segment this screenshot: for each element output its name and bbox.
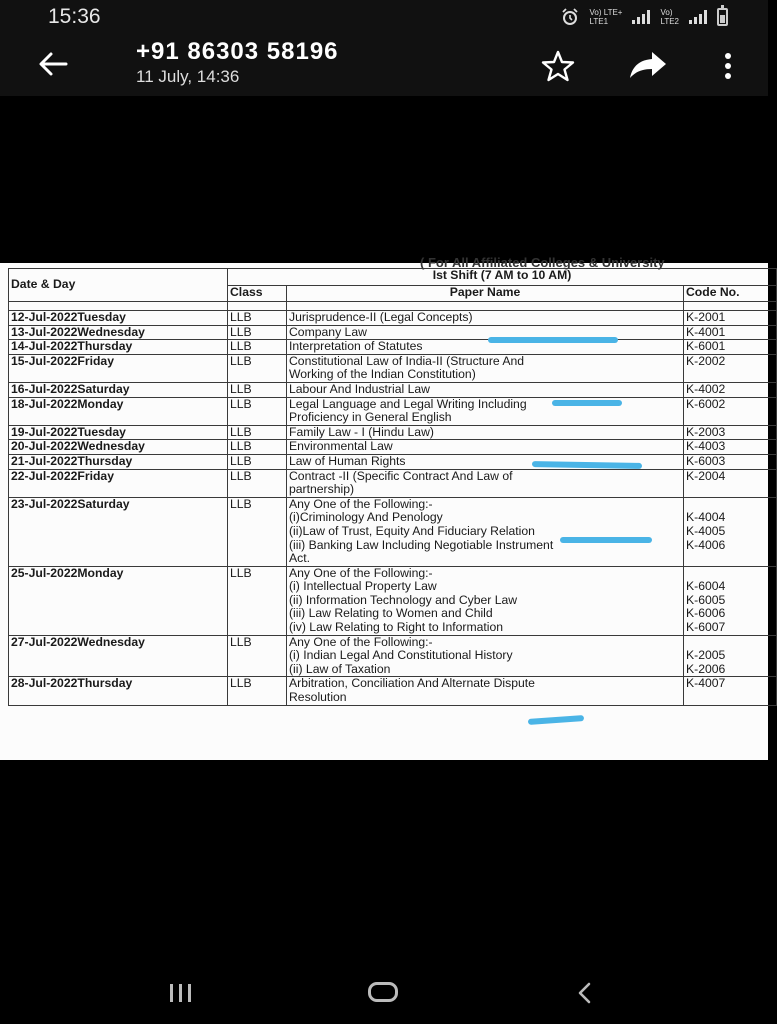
table-row	[9, 425, 777, 440]
table-row	[9, 397, 777, 425]
more-options-icon[interactable]	[716, 48, 740, 84]
code-line	[686, 498, 774, 512]
row-code	[684, 397, 777, 425]
row-class: LLB	[228, 354, 287, 382]
row-code	[684, 425, 777, 440]
paper-line: (ii) Law of Taxation	[289, 661, 391, 676]
paper-line: (ii)Law of Trust, Equity And Fiduciary Relation	[289, 523, 535, 538]
timetable	[8, 268, 777, 706]
code-line: K-2002	[686, 353, 726, 368]
row-date: 15-Jul-2022Friday	[9, 354, 228, 382]
row-class: LLB	[228, 397, 287, 425]
sim1-top: Vo) LTE+	[589, 8, 623, 17]
row-paper	[287, 325, 684, 340]
row-date: 23-Jul-2022Saturday	[9, 497, 228, 566]
row-paper	[287, 469, 684, 497]
paper-line: Constitutional Law of India-II (Structure And	[289, 353, 525, 368]
table-row	[9, 677, 777, 705]
table-row	[9, 497, 777, 566]
row-paper	[287, 635, 684, 677]
row-class: LLB	[228, 677, 287, 705]
row-class: LLB	[228, 635, 287, 677]
signal-icon-sim2	[689, 10, 707, 24]
code-line: K-4005	[686, 523, 726, 538]
sim2-label	[660, 8, 679, 26]
row-code	[684, 454, 777, 469]
paper-line: (ii) Information Technology and Cyber Law	[289, 592, 518, 607]
row-date: 25-Jul-2022Monday	[9, 566, 228, 635]
paper-line: (i) Indian Legal And Constitutional History	[289, 648, 513, 663]
row-date: 27-Jul-2022Wednesday	[9, 635, 228, 677]
highlight-mark	[560, 537, 652, 543]
header-class: Class	[228, 285, 287, 302]
sim2-bottom: LTE2	[660, 17, 679, 26]
table-row	[9, 325, 777, 340]
forward-icon[interactable]	[628, 50, 668, 80]
paper-line: Family Law - I (Hindu Law)	[289, 424, 434, 439]
back-arrow-icon[interactable]	[34, 48, 72, 80]
paper-line: (iv) Law Relating to Right to Information	[289, 620, 504, 635]
row-class: LLB	[228, 440, 287, 455]
row-code	[684, 497, 777, 566]
code-line	[686, 567, 774, 581]
row-paper	[287, 425, 684, 440]
timetable-image[interactable]	[0, 255, 768, 760]
paper-line: Act.	[289, 551, 310, 566]
paper-line: Proficiency in General English	[289, 410, 452, 425]
table-row	[9, 454, 777, 469]
row-paper	[287, 354, 684, 382]
highlight-mark	[488, 337, 618, 343]
status-bar	[0, 0, 768, 34]
row-code	[684, 354, 777, 382]
paper-line: Labour And Industrial Law	[289, 381, 430, 396]
paper-line: Contract -II (Specific Contract And Law of	[289, 468, 513, 483]
code-line: K-2001	[686, 310, 726, 324]
paper-line: (iii) Law Relating to Women and Child	[289, 606, 493, 621]
code-line: K-2006	[686, 661, 726, 676]
header-code: Code No.	[684, 285, 777, 302]
paper-line: (i)Criminology And Penology	[289, 510, 443, 525]
paper-line: Law of Human Rights	[289, 453, 406, 468]
cut-off-header: ( For All Affiliated Colleges & University	[420, 255, 665, 270]
row-code	[684, 566, 777, 635]
paper-line: Any One of the Following:-	[289, 634, 433, 649]
row-paper	[287, 440, 684, 455]
paper-line: Any One of the Following:-	[289, 565, 433, 580]
row-date: 19-Jul-2022Tuesday	[9, 425, 228, 440]
paper-line: Any One of the Following:-	[289, 496, 433, 511]
highlight-mark	[552, 400, 622, 406]
table-row	[9, 311, 777, 326]
code-line: K-2004	[686, 468, 726, 483]
code-line: K-2003	[686, 424, 726, 439]
row-date: 18-Jul-2022Monday	[9, 397, 228, 425]
paper-line: Legal Language and Legal Writing Including	[289, 396, 527, 411]
sim1-bottom: LTE1	[589, 17, 609, 26]
row-date: 13-Jul-2022Wednesday	[9, 325, 228, 340]
row-date: 28-Jul-2022Thursday	[9, 677, 228, 705]
status-time: 15:36	[48, 5, 101, 28]
table-row	[9, 354, 777, 382]
table-row	[9, 566, 777, 635]
app-bar	[0, 34, 768, 96]
row-date: 16-Jul-2022Saturday	[9, 382, 228, 397]
code-line: K-2005	[686, 648, 726, 663]
sim2-top: Vo)	[660, 8, 673, 17]
row-paper	[287, 497, 684, 566]
row-date: 14-Jul-2022Thursday	[9, 340, 228, 355]
code-line	[686, 636, 774, 650]
row-class: LLB	[228, 566, 287, 635]
row-paper	[287, 397, 684, 425]
paper-line: Environmental Law	[289, 439, 393, 454]
code-line: K-6001	[686, 339, 726, 354]
signal-icon-sim1	[632, 10, 650, 24]
row-date: 20-Jul-2022Wednesday	[9, 440, 228, 455]
table-row	[9, 440, 777, 455]
paper-line: Company Law	[289, 324, 367, 339]
nav-back-icon[interactable]	[574, 982, 596, 1004]
row-date: 12-Jul-2022Tuesday	[9, 311, 228, 326]
paper-line: Arbitration, Conciliation And Alternate Dispute	[289, 676, 535, 691]
header-shift: Ist Shift (7 AM to 10 AM)	[228, 269, 777, 286]
paper-line: (i) Intellectual Property Law	[289, 579, 437, 594]
code-line: K-4003	[686, 439, 726, 454]
table-row	[9, 340, 777, 355]
row-paper	[287, 340, 684, 355]
paper-line: Working of the Indian Constitution)	[289, 367, 476, 382]
navigation-bar	[0, 960, 768, 1024]
row-code	[684, 440, 777, 455]
table-row	[9, 469, 777, 497]
code-line: K-4006	[686, 537, 726, 552]
code-line: K-6003	[686, 453, 726, 468]
row-date: 21-Jul-2022Thursday	[9, 454, 228, 469]
code-line: K-4002	[686, 381, 726, 396]
row-code	[684, 677, 777, 705]
code-line: K-6002	[686, 396, 726, 411]
recent-apps-icon[interactable]	[170, 984, 200, 1004]
code-line: K-6004	[686, 579, 726, 594]
row-paper	[287, 566, 684, 635]
code-line: K-4004	[686, 510, 726, 525]
row-code	[684, 469, 777, 497]
code-line: K-6005	[686, 592, 726, 607]
code-line: K-6007	[686, 620, 726, 635]
header-date-day: Date & Day	[9, 269, 228, 302]
row-paper	[287, 677, 684, 705]
row-code	[684, 635, 777, 677]
home-icon[interactable]	[368, 982, 398, 1002]
alarm-icon	[561, 8, 579, 26]
message-timestamp: 11 July, 14:36	[136, 67, 240, 86]
table-row	[9, 635, 777, 677]
row-paper	[287, 311, 684, 326]
contact-number: +91 86303 58196	[136, 38, 339, 65]
row-class: LLB	[228, 382, 287, 397]
row-code	[684, 340, 777, 355]
header-paper-name: Paper Name	[287, 285, 684, 302]
row-code	[684, 325, 777, 340]
row-class: LLB	[228, 497, 287, 566]
highlight-mark	[528, 715, 584, 725]
row-code	[684, 311, 777, 326]
code-line	[686, 552, 774, 566]
code-line: K-6006	[686, 606, 726, 621]
row-class: LLB	[228, 469, 287, 497]
paper-line: Interpretation of Statutes	[289, 339, 423, 354]
paper-line: Jurisprudence-II (Legal Concepts)	[289, 310, 473, 324]
paper-line: Resolution	[289, 690, 347, 705]
battery-icon	[717, 8, 728, 26]
paper-line: partnership)	[289, 482, 355, 497]
row-class: LLB	[228, 340, 287, 355]
row-class: LLB	[228, 425, 287, 440]
row-date: 22-Jul-2022Friday	[9, 469, 228, 497]
row-code	[684, 382, 777, 397]
star-icon[interactable]	[540, 48, 576, 84]
table-header-row-1	[9, 269, 777, 286]
code-line: K-4007	[686, 676, 726, 691]
row-class: LLB	[228, 311, 287, 326]
sim1-label	[589, 8, 622, 26]
paper-line: (iii) Banking Law Including Negotiable Instrument	[289, 537, 554, 552]
row-class: LLB	[228, 454, 287, 469]
row-class: LLB	[228, 325, 287, 340]
code-line: K-4001	[686, 324, 726, 339]
row-paper	[287, 382, 684, 397]
status-icons	[561, 6, 728, 28]
table-row	[9, 382, 777, 397]
